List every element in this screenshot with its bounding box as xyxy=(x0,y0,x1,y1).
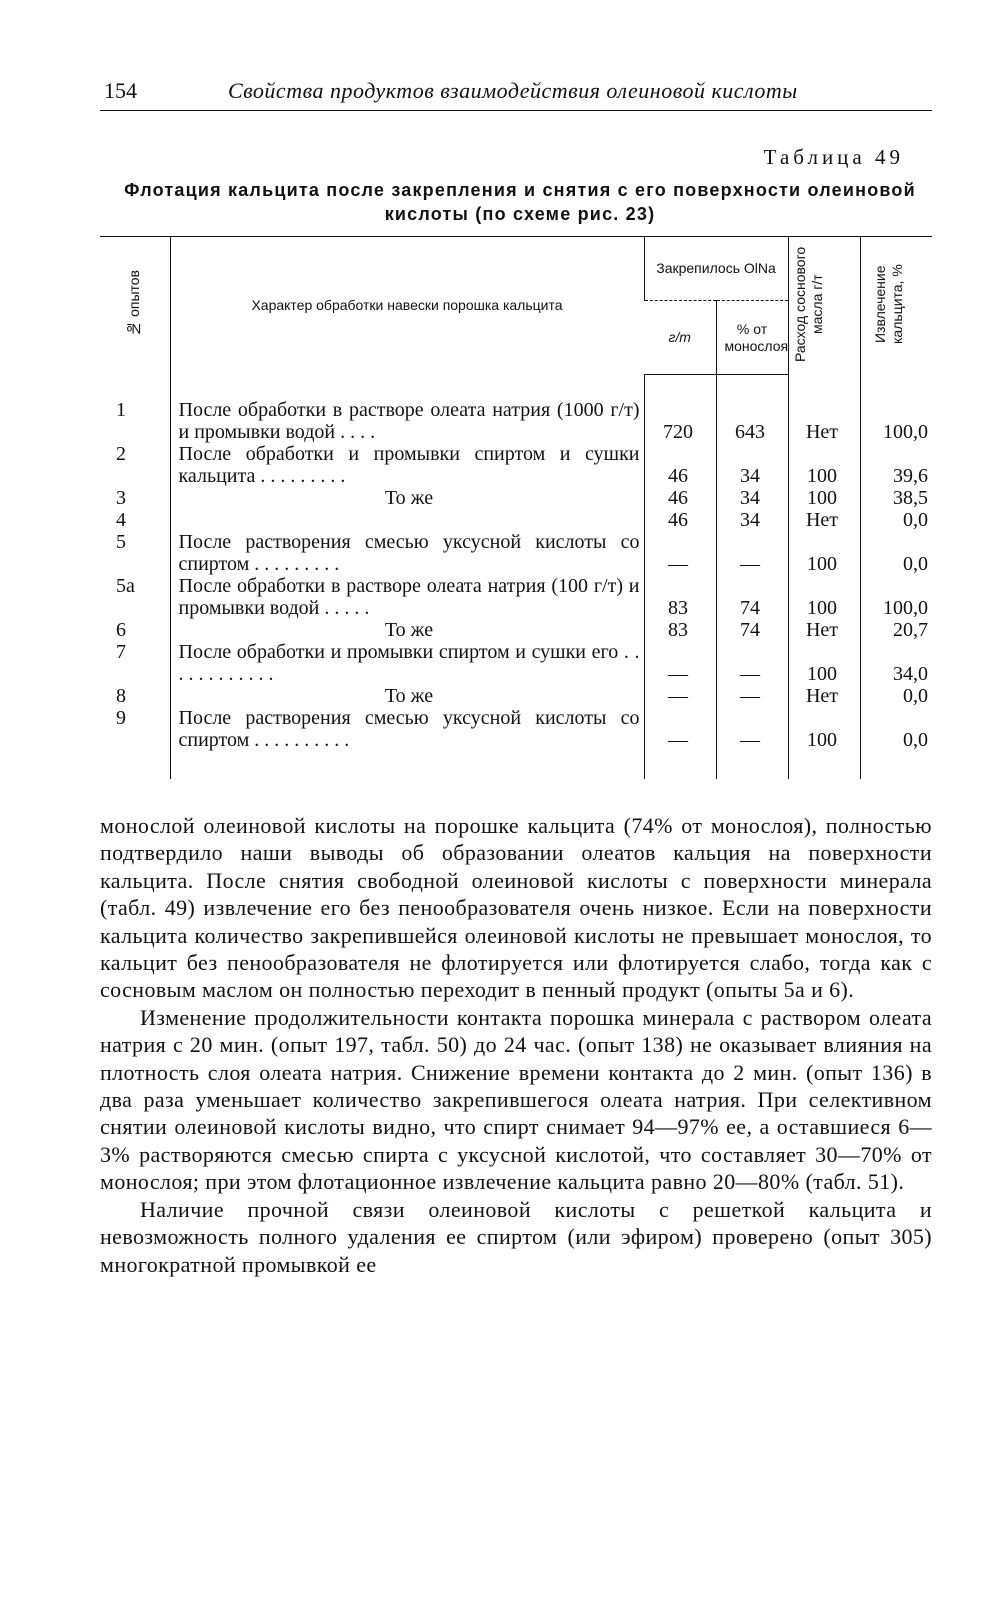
row-treatment: То же xyxy=(170,619,644,641)
row-treatment: После растворения смесью уксусной кислоты со спиртом . . . . . . . . . . xyxy=(170,707,644,779)
row-percent: 34 xyxy=(716,443,788,487)
header-gt: г/т xyxy=(644,301,716,375)
table-row xyxy=(100,641,932,685)
row-pine-oil: 100 xyxy=(788,443,860,487)
row-num: 8 xyxy=(116,684,126,707)
row-pine-oil: Нет xyxy=(788,509,860,531)
row-treatment: После обработки в растворе олеата натрия (1000 г/т) и промывки водой . . . . xyxy=(170,375,644,443)
table-row xyxy=(100,375,932,443)
row-gt: — xyxy=(644,707,716,779)
row-pine-oil: 100 xyxy=(788,575,860,619)
row-treatment xyxy=(170,509,644,531)
row-treatment: То же xyxy=(170,487,644,509)
row-treatment: После обработки и промывки спиртом и сушки его . . . . . . . . . . . . xyxy=(170,641,644,685)
row-recovery: 20,7 xyxy=(860,619,932,641)
page-number: 154 xyxy=(104,78,137,103)
row-recovery: 100,0 xyxy=(860,375,932,443)
paragraph: Наличие прочной связи олеиновой кислоты с решеткой кальцита и невозможность полного удаления ее спиртом (или эфиром) проверено (опыт 305) многократной промывкой ее xyxy=(100,1196,932,1277)
row-percent: — xyxy=(716,685,788,707)
row-pine-oil: 100 xyxy=(788,487,860,509)
row-num: 5 xyxy=(116,530,126,553)
table-row xyxy=(100,509,932,531)
row-num: 9 xyxy=(116,706,126,729)
row-pine-oil: Нет xyxy=(788,375,860,443)
row-recovery: 0,0 xyxy=(860,531,932,575)
row-recovery: 100,0 xyxy=(860,575,932,619)
table-row xyxy=(100,685,932,707)
header-percent: % от монослоя xyxy=(716,301,788,375)
header-fixed: Закрепилось OlNa xyxy=(644,237,788,301)
table-caption: Флотация кальцита после закрепления и снятия с его поверхности олеиновой кислоты (по схеме рис. 23) xyxy=(124,180,916,224)
row-percent: 74 xyxy=(716,619,788,641)
row-percent: 34 xyxy=(716,509,788,531)
row-pine-oil: Нет xyxy=(788,619,860,641)
row-percent: 74 xyxy=(716,575,788,619)
row-percent: 643 xyxy=(716,375,788,443)
row-gt: 83 xyxy=(644,619,716,641)
row-recovery: 34,0 xyxy=(860,641,932,685)
row-recovery: 39,6 xyxy=(860,443,932,487)
table-row xyxy=(100,707,932,779)
body-text xyxy=(100,812,932,1278)
row-percent: 34 xyxy=(716,487,788,509)
row-gt: — xyxy=(644,531,716,575)
table-row xyxy=(100,531,932,575)
row-percent: — xyxy=(716,531,788,575)
row-treatment: После растворения смесью уксусной кислоты со спиртом . . . . . . . . . xyxy=(170,531,644,575)
row-num: 2 xyxy=(116,442,126,465)
row-pine-oil: 100 xyxy=(788,531,860,575)
header-num: № опытов xyxy=(100,237,170,375)
table-row xyxy=(100,575,932,619)
row-gt: 720 xyxy=(644,375,716,443)
row-num: 3 xyxy=(116,486,126,509)
row-treatment: После обработки и промывки спиртом и сушки кальцита . . . . . . . . . xyxy=(170,443,644,487)
header-recovery: Извлечение кальцита, % xyxy=(860,237,932,375)
row-recovery: 0,0 xyxy=(860,707,932,779)
header-pine-oil: Расход соснового масла г/т xyxy=(788,237,860,375)
row-gt: 46 xyxy=(644,509,716,531)
row-pine-oil: 100 xyxy=(788,707,860,779)
row-recovery: 0,0 xyxy=(860,509,932,531)
row-recovery: 0,0 xyxy=(860,685,932,707)
row-num: 7 xyxy=(116,640,126,663)
data-table xyxy=(100,236,932,779)
row-pine-oil: 100 xyxy=(788,641,860,685)
table-label: Таблица 49 xyxy=(763,145,904,169)
row-treatment: То же xyxy=(170,685,644,707)
row-gt: — xyxy=(644,641,716,685)
paragraph: Изменение продолжительности контакта порошка минерала с раствором олеата натрия с 20 мин. (опыт 197, табл. 50) до 24 час. (опыт 138) не оказывает влияния на плотность слоя олеата натрия. Снижение времени контакта до 2 мин. (опыт 136) в два раза уменьшает количество закрепившегося олеата натрия. При селективном снятии олеиновой кислоты видно, что спирт снимает 94—97% ее, а оставшиеся 6—3% растворяются смесью спирта с уксусной кислотой, что составляет 30—70% от монослоя; при этом флотационное извлечение кальцита равно 20—80% (табл. 51). xyxy=(100,1004,932,1195)
row-gt: — xyxy=(644,685,716,707)
header-treatment: Характер обработки навески порошка кальцита xyxy=(170,237,644,375)
row-num: 6 xyxy=(116,618,126,641)
row-num: 1 xyxy=(116,398,126,421)
row-percent: — xyxy=(716,707,788,779)
page-header xyxy=(100,74,932,111)
row-pine-oil: Нет xyxy=(788,685,860,707)
row-num: 4 xyxy=(116,508,126,531)
row-treatment: После обработки в растворе олеата натрия (100 г/т) и промывки водой . . . . . xyxy=(170,575,644,619)
table-row xyxy=(100,443,932,487)
row-gt: 83 xyxy=(644,575,716,619)
table-row xyxy=(100,619,932,641)
paragraph: монослой олеиновой кислоты на порошке кальцита (74% от монослоя), полностью подтвердило наши выводы об образовании олеатов кальция на поверхности кальцита. После снятия свободной олеиновой кислоты с поверхности минерала (табл. 49) извлечение его без пенообразователя очень низкое. Если на поверхности кальцита количество закрепившейся олеиновой кислоты не превышает монослоя, то кальцит без пенообразователя не флотируется или флотируется слабо, тогда как с сосновым маслом он полностью переходит в пенный продукт (опыты 5а и 6). xyxy=(100,813,932,1003)
table-row xyxy=(100,487,932,509)
row-gt: 46 xyxy=(644,487,716,509)
row-percent: — xyxy=(716,641,788,685)
row-num: 5а xyxy=(116,574,135,597)
running-title: Свойства продуктов взаимодействия олеиновой кислоты xyxy=(228,78,798,103)
row-gt: 46 xyxy=(644,443,716,487)
row-recovery: 38,5 xyxy=(860,487,932,509)
